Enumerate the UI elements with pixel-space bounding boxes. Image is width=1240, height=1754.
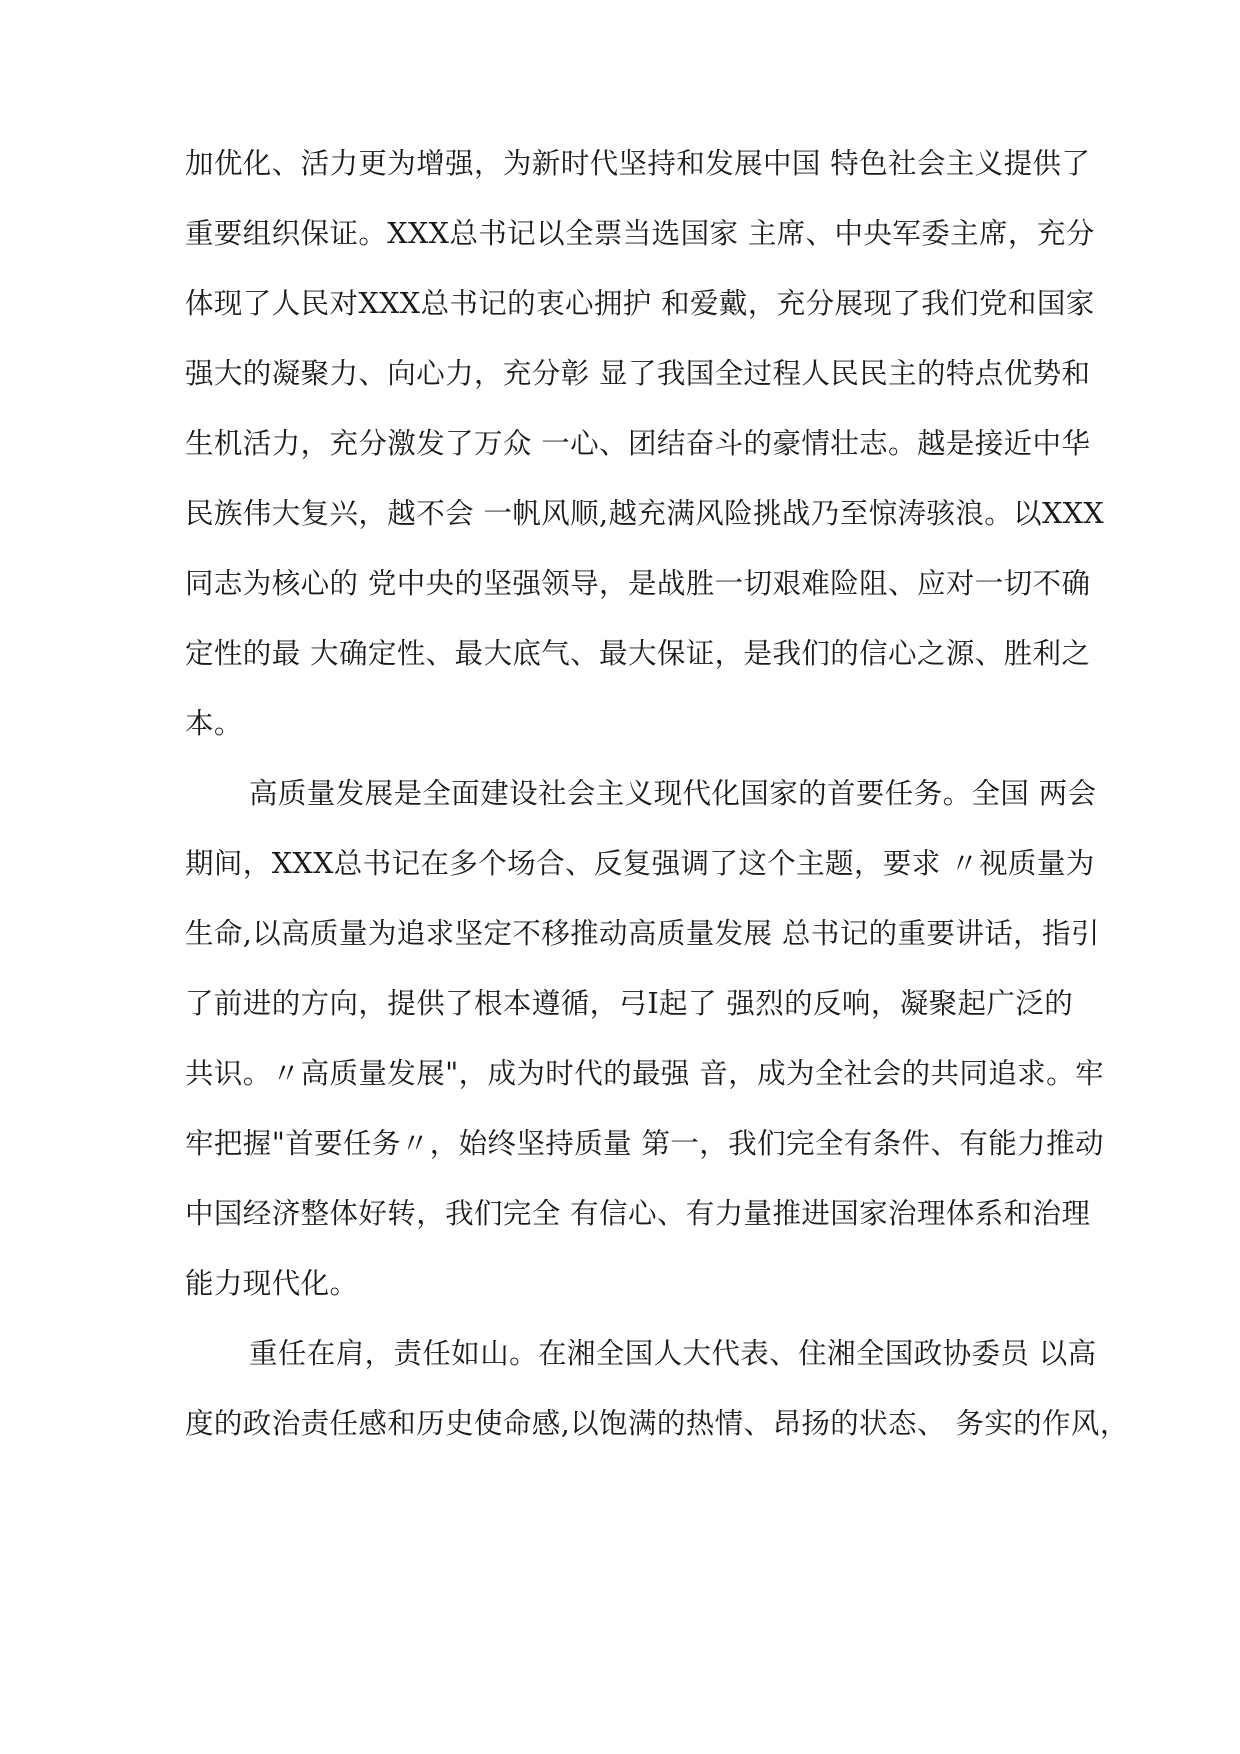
text-line: 生机活力，充分激发了万众 一心、团结奋斗的豪情壮志。越是接近中华 (185, 427, 1091, 460)
text-line: 度的政治责任感和历史使命感,以饱满的热情、昂扬的状态、 务实的作风， (185, 1407, 1129, 1440)
text-line: 定性的最 大确定性、最大底气、最大保证，是我们的信心之源、胜利之 (185, 637, 1091, 670)
text-line: 同志为核心的 党中央的坚强领导，是战胜一切艰难险阻、应对一切不确 (185, 567, 1091, 600)
paragraph-first-line: 高质量发展是全面建设社会主义现代化国家的首要任务。全国 两会 (249, 777, 1097, 810)
text-line: 了前进的方向，提供了根本遵循，弓I起了 强烈的反响，凝聚起广泛的 (185, 987, 1074, 1020)
text-line: 体现了人民对XXX总书记的衷心拥护 和爱戴，充分展现了我们党和国家 (185, 287, 1095, 320)
text-line: 民族伟大复兴，越不会 一帆风顺,越充满风险挑战乃至惊涛骇浪。以XXX (185, 497, 1105, 530)
text-line: 本。 (185, 707, 243, 740)
text-line: 重要组织保证。XXX总书记以全票当选国家 主席、中央军委主席，充分 (185, 217, 1095, 250)
paragraph-first-line: 重任在肩，责任如山。在湘全国人大代表、住湘全国政协委员 以高 (249, 1337, 1097, 1370)
text-line: 强大的凝聚力、向心力，充分彰 显了我国全过程人民民主的特点优势和 (185, 357, 1091, 390)
text-line: 牢把握"首要任务〃，始终坚持质量 第一，我们完全有条件、有能力推动 (185, 1127, 1104, 1160)
text-line: 能力现代化。 (185, 1267, 359, 1300)
text-line: 生命,以高质量为追求坚定不移推动高质量发展 总书记的重要讲话，指引 (185, 917, 1100, 950)
text-line: 共识。〃高质量发展"，成为时代的最强 音，成为全社会的共同追求。牢 (185, 1057, 1104, 1090)
text-line: 加优化、活力更为增强，为新时代坚持和发展中国 特色社会主义提供了 (185, 147, 1091, 180)
text-line: 期间，XXX总书记在多个场合、反复强调了这个主题，要求 〃视质量为 (185, 847, 1095, 880)
text-line: 中国经济整体好转，我们完全 有信心、有力量推进国家治理体系和治理 (185, 1197, 1091, 1230)
